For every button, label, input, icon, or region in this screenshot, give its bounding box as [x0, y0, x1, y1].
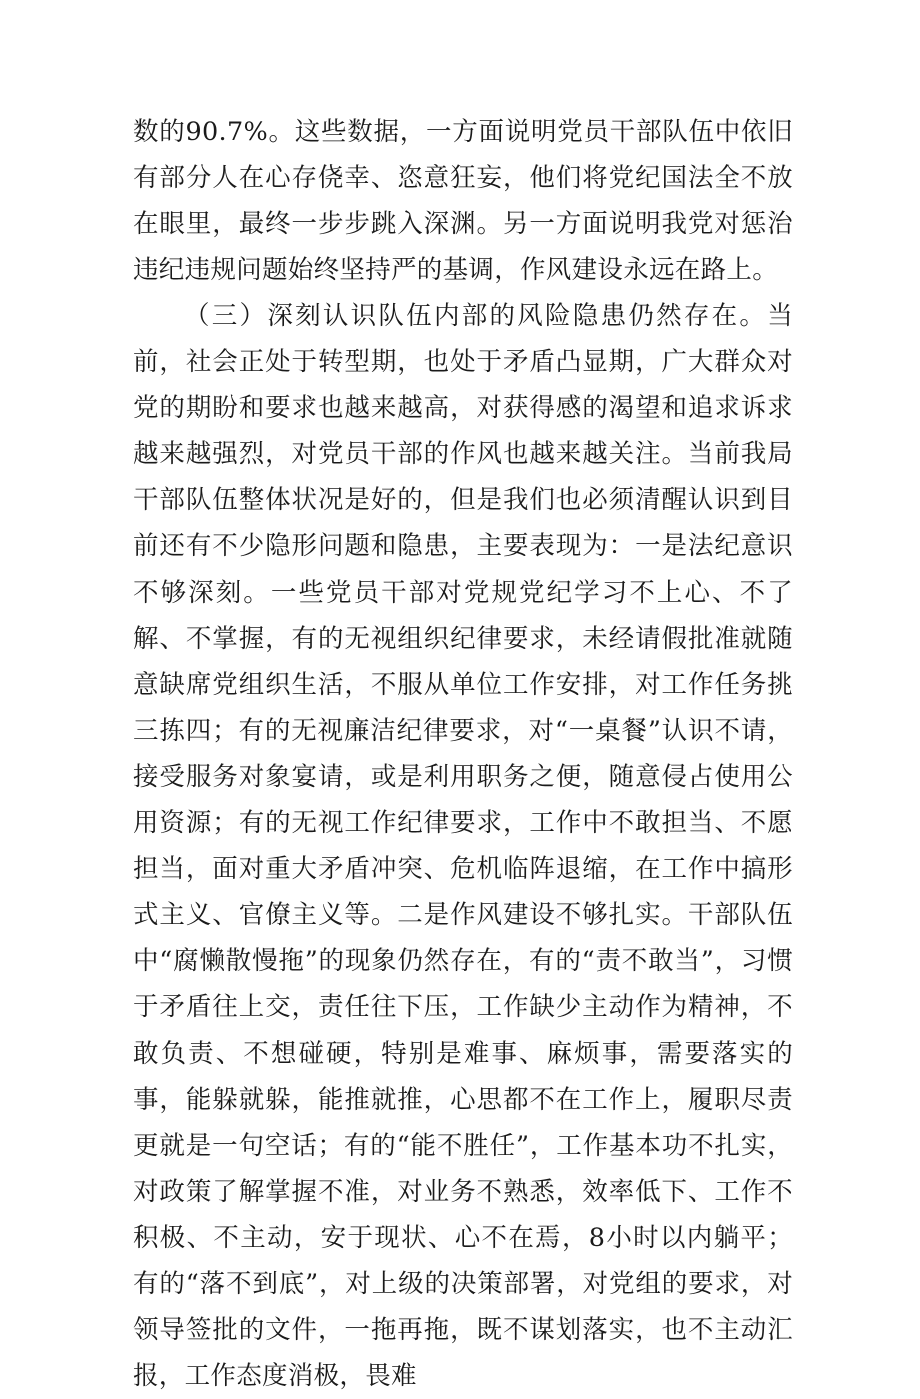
paragraph-statistics-conclusion: 数的90.7%。这些数据，一方面说明党员干部队伍中依旧有部分人在心存侥幸、恣意狂妄，他们将党纪国法全不放在眼里，最终一步步跳入深渊。另一方面说明我党对惩治违纪违规问题始终坚持严的基调，作风建设永远在路上。 [133, 117, 793, 286]
paragraph-section-three: （三）深刻认识队伍内部的风险隐患仍然存在。当前，社会正处于转型期，也处于矛盾凸显期，广大群众对党的期盼和要求也越来越高，对获得感的渴望和追求诉求越来越强烈，对党员干部的作风也越来越关注。当前我局干部队伍整体状况是好的，但是我们也必须清醒认识到目前还有不少隐形问题和隐患，主要表现为：一是法纪意识不够深刻。一些党员干部对党规党纪学习不上心、不了解、不掌握，有的无视组织纪律要求，未经请假批准就随意缺席党组织生活，不服从单位工作安排，对工作任务挑三拣四；有的无视廉洁纪律要求，对“一桌餐”认识不请，接受服务对象宴请，或是利用职务之便，随意侵占使用公用资源；有的无视工作纪律要求，工作中不敢担当、不愿担当，面对重大矛盾冲突、危机临阵退缩，在工作中搞形式主义、官僚主义等。二是作风建设不够扎实。干部队伍中“腐懒散慢拖”的现象仍然存在，有的“责不敢当”，习惯于矛盾往上交，责任往下压，工作缺少主动作为精神，不敢负责、不想碰硬，特别是难事、麻烦事，需要落实的事，能躲就躲，能推就推，心思都不在工作上，履职尽责更就是一句空话；有的“能不胜任”，工作基本功不扎实，对政策了解掌握不准，对业务不熟悉，效率低下、工作不积极、不主动，安于现状、心不在焉，8小时以内躺平；有的“落不到底”，对上级的决策部署，对党组的要求，对领导签批的文件，一拖再拖，既不谋划落实，也不主动汇报，工作态度消极，畏难 [133, 301, 793, 1392]
